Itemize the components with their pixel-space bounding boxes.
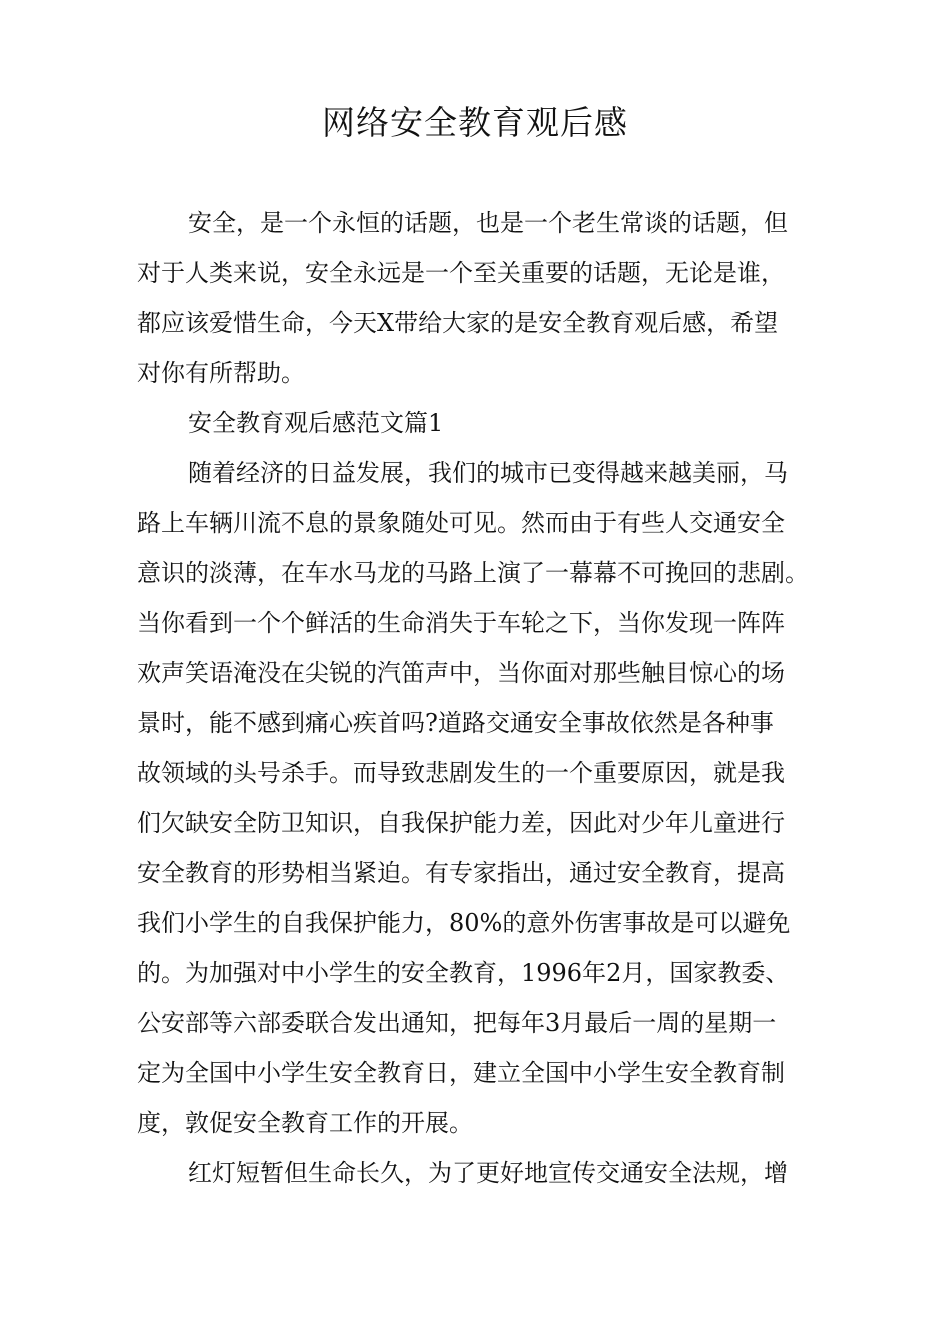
paragraph-line: 随着经济的日益发展，我们的城市已变得越来越美丽，马 bbox=[188, 459, 788, 487]
paragraph-line: 定为全国中小学生安全教育日，建立全国中小学生安全教育制 bbox=[137, 1059, 785, 1087]
paragraph-line: 都应该爱惜生命，今天X带给大家的是安全教育观后感，希望 bbox=[137, 309, 779, 337]
paragraph-line: 度，敦促安全教育工作的开展。 bbox=[137, 1109, 473, 1137]
paragraph-line: 故领域的头号杀手。而导致悲剧发生的一个重要原因，就是我 bbox=[137, 759, 785, 787]
paragraph-line: 对你有所帮助。 bbox=[137, 359, 305, 387]
paragraph-line: 红灯短暂但生命长久，为了更好地宣传交通安全法规，增 bbox=[188, 1159, 788, 1187]
section-heading: 安全教育观后感范文篇1 bbox=[188, 409, 444, 437]
paragraph-line: 景时，能不感到痛心疾首吗?道路交通安全事故依然是各种事 bbox=[137, 709, 774, 737]
paragraph-line: 对于人类来说，安全永远是一个至关重要的话题，无论是谁， bbox=[137, 259, 785, 287]
paragraph-line: 们欠缺安全防卫知识，自我保护能力差，因此对少年儿童进行 bbox=[137, 809, 785, 837]
paragraph-line: 当你看到一个个鲜活的生命消失于车轮之下，当你发现一阵阵 bbox=[137, 609, 785, 637]
paragraph-line: 公安部等六部委联合发出通知，把每年3月最后一周的星期一 bbox=[137, 1009, 777, 1037]
paragraph-line: 的。为加强对中小学生的安全教育，1996年2月，国家教委、 bbox=[137, 959, 790, 987]
paragraph-line: 路上车辆川流不息的景象随处可见。然而由于有些人交通安全 bbox=[137, 509, 785, 537]
paragraph-line: 安全，是一个永恒的话题，也是一个老生常谈的话题，但 bbox=[188, 209, 788, 237]
paragraph-line: 安全教育的形势相当紧迫。有专家指出，通过安全教育，提高 bbox=[137, 859, 785, 887]
document-title: 网络安全教育观后感 bbox=[322, 103, 628, 142]
paragraph-line: 欢声笑语淹没在尖锐的汽笛声中，当你面对那些触目惊心的场 bbox=[137, 659, 785, 687]
paragraph-line: 意识的淡薄，在车水马龙的马路上演了一幕幕不可挽回的悲剧。 bbox=[137, 559, 809, 587]
paragraph-line: 我们小学生的自我保护能力，80%的意外伤害事故是可以避免 bbox=[137, 909, 791, 937]
